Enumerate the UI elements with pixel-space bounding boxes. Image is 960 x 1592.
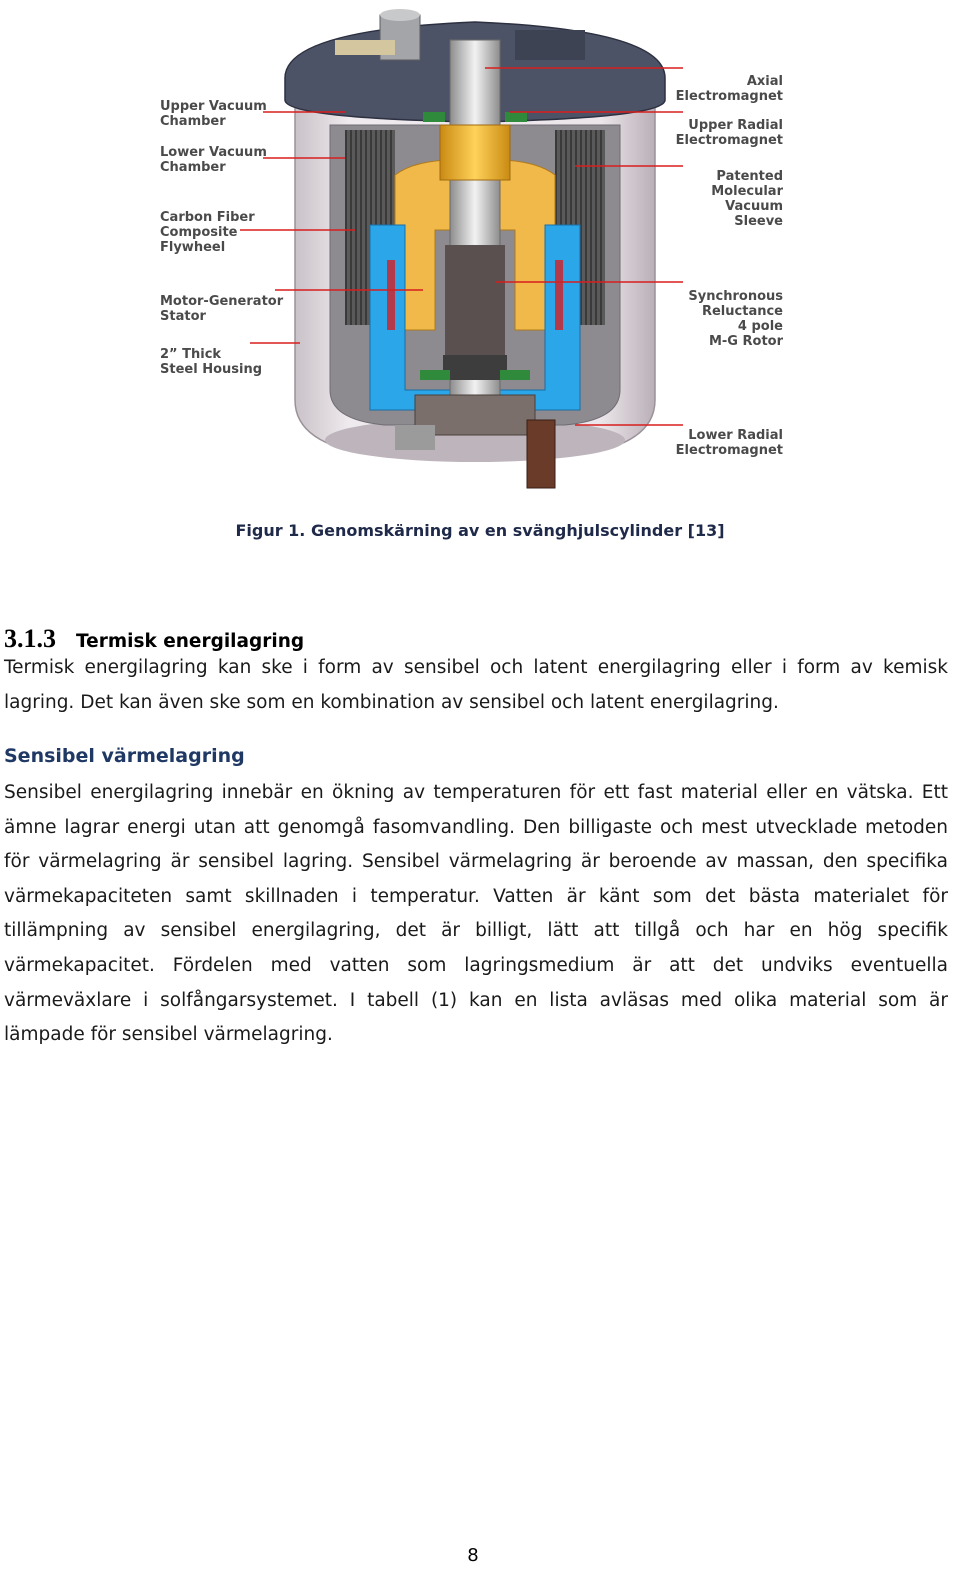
label-axial-electromagnet: Axial Electromagnet xyxy=(675,74,783,104)
label-mg-rotor: Synchronous Reluctance 4 pole M-G Rotor xyxy=(688,289,783,349)
label-motor-generator-stator: Motor-Generator Stator xyxy=(160,294,284,324)
label-lower-vacuum-chamber: Lower Vacuum Chamber xyxy=(160,145,267,175)
shaft xyxy=(440,40,510,420)
figure-caption: Figur 1. Genomskärning av en svänghjulscylinder [13] xyxy=(235,521,725,540)
label-lower-radial-electromagnet: Lower Radial Electromagnet xyxy=(675,428,783,458)
section-title: Termisk energilagring xyxy=(76,631,305,652)
section-number: 3.1.3 xyxy=(4,624,56,653)
label-carbon-fiber-flywheel: Carbon Fiber Composite Flywheel xyxy=(160,210,255,255)
label-upper-radial-electromagnet: Upper Radial Electromagnet xyxy=(675,118,783,148)
label-upper-vacuum-chamber: Upper Vacuum Chamber xyxy=(160,99,267,129)
flywheel-cutaway-figure xyxy=(155,0,795,500)
subheading: Sensibel värmelagring xyxy=(4,745,245,767)
page-number: 8 xyxy=(467,1545,479,1566)
body-paragraph: Sensibel energilagring innebär en ökning av temperaturen för ett fast material eller en vätska. Ett ämne lagrar energi utan att genomgå fasomvandling. Den billigaste och mest utvecklade metoden för värmelagring är sensibel lagring. Sensibel värmelagring är beroende av massan, den specifika värmekapaciteten samt skillnaden i temperatur. Vatten är känt som det bästa materialet för tillämpning av sensibel energilagring, det är billigt, lätt att tillgå och har en hög specifik värmekapacitet. Fördelen med vatten som lagringsmedium är att det undviks eventuella värmeväxlare i solfångarsystemet. I tabell (1) kan en lista avläsas med olika material som är lämpade för sensibel värmelagring. xyxy=(4,782,948,1046)
label-molecular-vacuum-sleeve: Patented Molecular Vacuum Sleeve xyxy=(711,169,783,229)
section-heading xyxy=(4,624,304,654)
label-steel-housing: 2” Thick Steel Housing xyxy=(160,347,263,377)
intro-paragraph: Termisk energilagring kan ske i form av sensibel och latent energilagring eller i form av kemisk lagring. Det kan även ske som en kombination av sensibel och latent energilagring. xyxy=(4,657,948,713)
